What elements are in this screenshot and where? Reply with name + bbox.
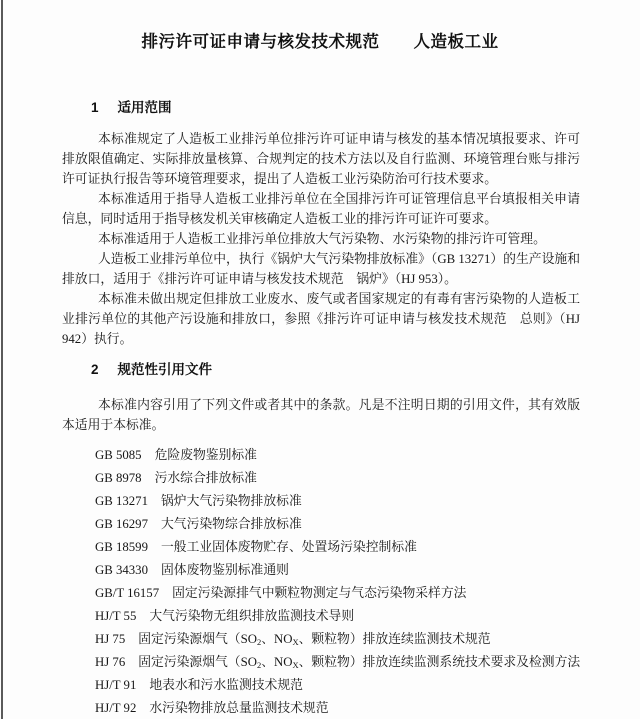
section-1-number: 1 (91, 100, 99, 115)
reference-item (95, 605, 640, 628)
reference-name-part: 固定污染源烟气（SO (138, 632, 257, 646)
paragraph: 本标准适用于指导人造板工业排污单位在全国排污许可证管理信息平台填报相关申请信息，同时适用于指导核发机关审核确定人造板工业的排污许可证许可要求。 (62, 192, 580, 226)
paragraph: 人造板工业排污单位中，执行《锅炉大气污染物排放标准》（GB 13271）的生产设施和排放口，适用于《排污许可证申请与核发技术规范 锅炉》（HJ 953）。 (62, 252, 580, 286)
reference-name: 水污染物排放总量监测技术规范 (149, 701, 329, 715)
paragraph: 本标准规定了人造板工业排污单位排污许可证申请与核发的基本情况填报要求、许可排放限值确定、实际排放量核算、合规判定的技术方法以及自行监测、环境管理台账与排污许可证执行报告等环境管理要求，提出了人造板工业污染防治可行技术要求。 (62, 132, 580, 186)
reference-code: HJ 75 (95, 632, 126, 646)
reference-item (95, 536, 640, 559)
reference-item (95, 674, 640, 697)
reference-name: 固体废物鉴别标准通则 (160, 563, 289, 577)
reference-name (138, 632, 490, 646)
reference-code: GB 18599 (95, 540, 148, 554)
paragraph: 本标准适用于人造板工业排污单位排放大气污染物、水污染物的排污许可管理。 (98, 232, 546, 246)
reference-item (95, 444, 640, 467)
reference-name: 一般工业固体废物贮存、处置场污染控制标准 (160, 540, 417, 554)
reference-item (95, 582, 640, 605)
reference-code: HJ 76 (95, 655, 126, 669)
subscript: 2 (256, 660, 262, 670)
reference-name: 大气污染物综合排放标准 (160, 517, 302, 531)
reference-code: GB 8978 (95, 471, 142, 485)
reference-name: 锅炉大气污染物排放标准 (160, 494, 302, 508)
reference-code: GB/T 16157 (95, 586, 160, 600)
section-2-heading (91, 362, 640, 378)
reference-list (95, 444, 640, 719)
reference-name-part: 、NO (261, 632, 293, 646)
scan-left-edge (1, 0, 3, 719)
section-2-number: 2 (91, 362, 99, 377)
section-2-title: 规范性引用文件 (117, 362, 213, 377)
reference-name-part: 、NO (261, 655, 293, 669)
reference-item (95, 513, 640, 536)
reference-item (95, 559, 640, 582)
reference-item (95, 651, 640, 674)
reference-item (95, 490, 640, 513)
section-1-title: 适用范围 (117, 100, 172, 115)
reference-code: GB 5085 (95, 448, 142, 462)
paragraph: 本标准未做出规定但排放工业废水、废气或者国家规定的有毒有害污染物的人造板工业排污单位的其他产污设施和排放口，参照《排污许可证申请与核发技术规范 总则》（HJ 942）执行。 (62, 292, 580, 346)
section-1-heading (91, 100, 640, 116)
reference-item (95, 628, 640, 651)
reference-code: HJ/T 92 (95, 701, 137, 715)
reference-name-part: 固定污染源烟气（SO (138, 655, 257, 669)
reference-name-part: 、颗粒物）排放连续监测技术规范 (298, 632, 491, 646)
reference-code: HJ/T 91 (95, 678, 137, 692)
reference-name: 污水综合排放标准 (154, 471, 257, 485)
section-1-body (62, 129, 580, 349)
reference-code: GB 16297 (95, 517, 148, 531)
reference-name: 地表水和污水监测技术规范 (149, 678, 303, 692)
reference-code: HJ/T 55 (95, 609, 137, 623)
reference-item (95, 467, 640, 490)
reference-code: GB 34330 (95, 563, 148, 577)
paragraph: 本标准内容引用了下列文件或者其中的条款。凡是不注明日期的引用文件，其有效版本适用于本标准。 (62, 398, 580, 432)
subscript: X (292, 637, 299, 647)
section-2-body (62, 395, 580, 435)
reference-name: 大气污染物无组织排放监测技术导则 (149, 609, 355, 623)
reference-name-part: 、颗粒物）排放连续监测系统技术要求及检测方法 (298, 655, 581, 669)
reference-name (138, 655, 580, 669)
document-title: 排污许可证申请与核发技术规范 人造板工业 (141, 33, 499, 51)
reference-name: 固定污染源排气中颗粒物测定与气态污染物采样方法 (172, 586, 467, 600)
subscript: X (292, 660, 299, 670)
reference-item (95, 697, 640, 719)
subscript: 2 (256, 637, 262, 647)
reference-code: GB 13271 (95, 494, 148, 508)
reference-name: 危险废物鉴别标准 (154, 448, 257, 462)
